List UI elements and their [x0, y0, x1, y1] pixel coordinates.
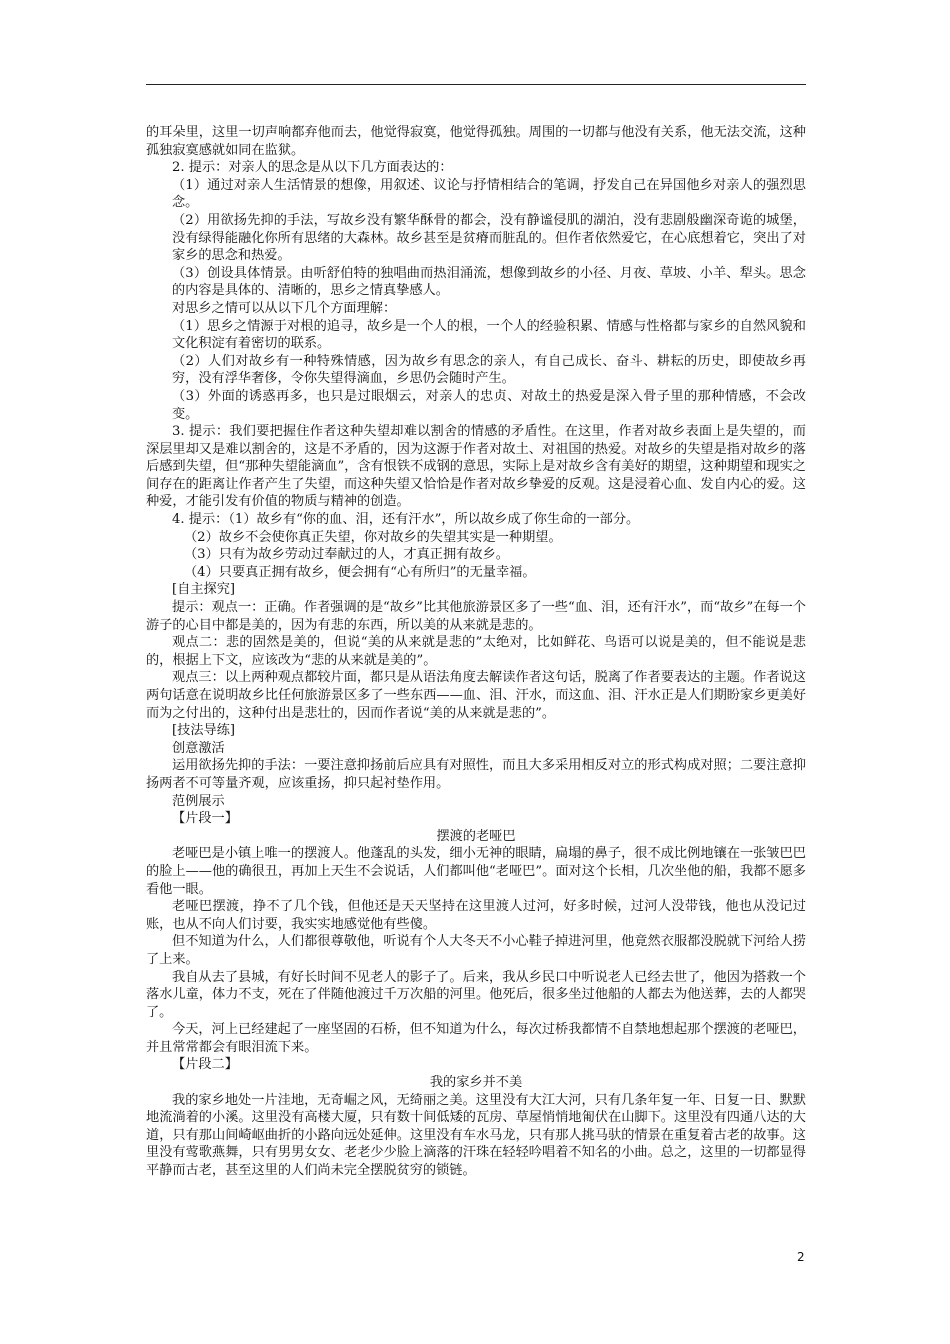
paragraph: （3）创设具体情景。由听舒伯特的独唱曲而热泪涌流，想像到故乡的小径、月夜、草坡、小羊、犁头。思念的内容是具体的、清晰的，思乡之情真挚感人。: [172, 265, 806, 299]
paragraph: （3）外面的诱惑再多，也只是过眼烟云，对亲人的忠贞、对故土的热爱是深入骨子里的那种情感，不会改变。: [172, 388, 806, 422]
paragraph: 老哑巴摆渡，挣不了几个钱，但他还是天天坚持在这里渡人过河，好多时候，过河人没带钱，他也从没记过账，也从不向人们讨要，我实实地感觉他有些傻。: [146, 899, 806, 932]
paragraph: 我自从去了县城，有好长时间不见老人的影子了。后来，我从乡民口中听说老人已经去世了，他因为搭救一个落水儿童，体力不支，死在了伴随他渡过千万次船的河里。他死后，很多坐过他船的人都去为他送葬，去的人都哭了。: [146, 969, 806, 1020]
section-heading: [自主探究]: [172, 582, 236, 598]
page-number: 2: [797, 1250, 805, 1264]
paragraph: 提示：观点一：正确。作者强调的是“故乡”比其他旅游景区多了一些“血、泪，还有汗水”，而“故乡”在每一个游子的心目中都是美的，因为有悲的东西，所以美的从来就是悲的。: [146, 600, 806, 633]
paragraph: 对思乡之情可以从以下几个方面理解：: [172, 300, 397, 316]
subheading: 范例展示: [172, 793, 225, 809]
fragment-label: 【片段二】: [172, 1057, 238, 1073]
essay-title: 摆渡的老哑巴: [436, 828, 516, 844]
paragraph: （3）只有为故乡劳动过奉献过的人，才真正拥有故乡。: [184, 547, 509, 563]
fragment-label: 【片段一】: [172, 811, 238, 827]
subheading: 创意激活: [172, 740, 225, 756]
paragraph: 观点二：悲的固然是美的，但说“美的从来就是悲的”太绝对，比如鲜花、鸟语可以说是美的，但不能说是悲的，根据上下文，应该改为“悲的从来就是美的”。: [146, 635, 806, 668]
paragraph: （4）只要真正拥有故乡，便会拥有“心有所归”的无量幸福。: [184, 564, 536, 580]
paragraph: （1）思乡之情源于对根的追寻，故乡是一个人的根，一个人的经验积累、情感与性格都与家乡的自然风貌和文化积淀有着密切的联系。: [172, 318, 806, 352]
paragraph: （2）用欲扬先抑的手法，写故乡没有繁华酥骨的都会，没有静谧侵肌的湖泊，没有悲剧般幽深奇诡的城堡，没有绿得能融化你所有思绪的大森林。故乡甚至是贫瘠而脏乱的。但作者依然爱它，在心底想着它，突出了对家乡的思念和热爱。: [172, 212, 806, 264]
paragraph: 今天，河上已经建起了一座坚固的石桥，但不知道为什么，每次过桥我都情不自禁地想起那个摆渡的老哑巴，并且常常都会有眼泪流下来。: [146, 1022, 806, 1055]
document-body: [146, 124, 806, 1180]
paragraph: 老哑巴是小镇上唯一的摆渡人。他蓬乱的头发，细小无神的眼睛，扁塌的鼻子，很不成比例地镶在一张皱巴巴的脸上——他的确很丑，再加上天生不会说话，人们都叫他“老哑巴”。面对这个长相，几次坐他的船，我都不愿多看他一眼。: [146, 846, 806, 897]
paragraph: （1）通过对亲人生活情景的想像，用叙述、议论与抒情相结合的笔调，抒发自己在异国他乡对亲人的强烈思念。: [172, 177, 806, 211]
paragraph: 我的家乡地处一片洼地，无奇崛之风，无绮丽之美。这里没有大江大河，只有几条年复一年、日复一日、默默地流淌着的小溪。这里没有高楼大厦，只有数十间低矮的瓦房、草屋悄悄地匍伏在山脚下。这里没有四通八达的大道，只有那山间崎岖曲折的小路向远处延伸。这里没有车水马龙，只有那人挑马驮的情景在重复着古老的故事。这里没有莺歌燕舞，只有男男女女、老老少少脸上滴落的汗珠在轻轻吟唱着不知名的小曲。总之，这里的一切都显得平静而古老，甚至这里的人们尚未完全摆脱贫穷的锁链。: [146, 1092, 806, 1179]
section-heading: [技法导练]: [172, 723, 236, 739]
paragraph: 但不知道为什么，人们都很尊敬他，听说有个人大冬天不小心鞋子掉进河里，他竟然衣服都没脱就下河给人捞了上来。: [146, 934, 806, 967]
paragraph: 观点三：以上两种观点都较片面，都只是从语法角度去解读作者这句话，脱离了作者要表达的主题。作者说这两句话意在说明故乡比任何旅游景区多了一些东西——血、泪、汗水，而这血、泪、汗水正是人们期盼家乡更美好而为之付出的，这种付出是悲壮的，因而作者说“美的从来就是悲的”。: [146, 670, 806, 721]
paragraph: 2. 提示：对亲人的思念是从以下几方面表达的：: [172, 160, 453, 176]
paragraph: 4. 提示：（1）故乡有“你的血、泪，还有汗水”，所以故乡成了你生命的一部分。: [172, 512, 640, 528]
paragraph: 的耳朵里，这里一切声响都弃他而去，他觉得寂寞，他觉得孤独。周围的一切都与他没有关系，他无法交流，这种孤独寂寞感就如同在监狱。: [146, 125, 806, 158]
paragraph: （2）故乡不会使你真正失望，你对故乡的失望其实是一种期望。: [184, 529, 562, 545]
header-rule: [146, 84, 806, 85]
essay-title: 我的家乡并不美: [429, 1075, 523, 1091]
paragraph: 运用欲扬先抑的手法：一要注意抑扬前后应具有对照性，而且大多采用相反对立的形式构成对照；二要注意抑扬两者不可等量齐观，应该重扬，抑只起衬垫作用。: [146, 758, 806, 791]
paragraph: （2）人们对故乡有一种特殊情感，因为故乡有思念的亲人，有自己成长、奋斗、耕耘的历史，即使故乡再穷，没有浮华奢侈，令你失望得滴血，乡思仍会随时产生。: [172, 353, 806, 387]
paragraph: 3. 提示：我们要把握住作者这种失望却难以割舍的情感的矛盾性。在这里，作者对故乡表面上是失望的，而深层里却又是难以割舍的，这是不矛盾的，因为这源于作者对故土、对祖国的热爱。对故乡的失望是指对故乡的落后感到失望，但“那种失望能滴血”，含有恨铁不成钢的意思，实际上是对故乡含有美好的期望，这种期望和现实之间存在的距离让作者产生了失望，而这种失望又恰恰是作者对故乡挚爱的反观。这是浸着心血、发自内心的爱。这种爱，才能引发有价值的物质与精神的创造。: [146, 424, 806, 510]
